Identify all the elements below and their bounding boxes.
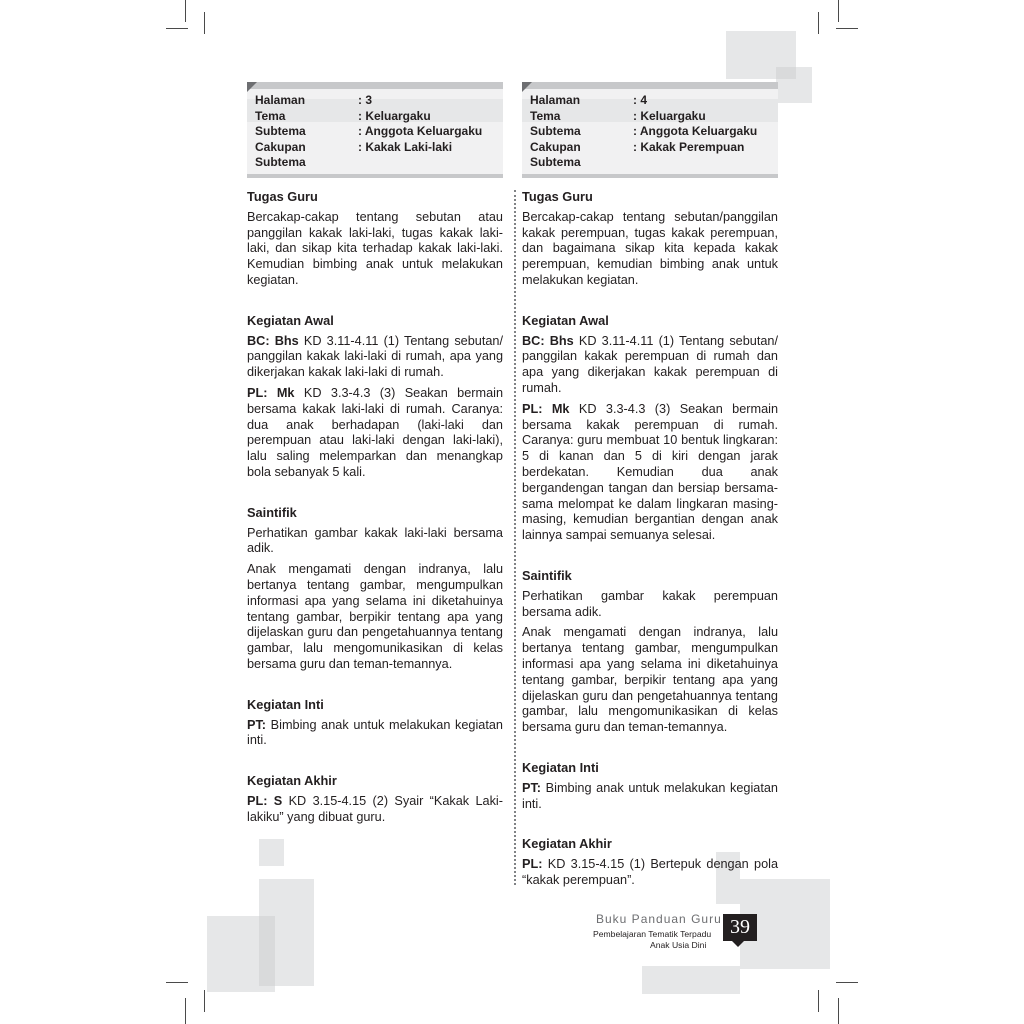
- paragraph-label: PT:: [247, 717, 267, 732]
- info-row-cakupan-subtema: [530, 140, 774, 171]
- info-box-bottom-bar: [522, 174, 778, 178]
- kegiatan-akhir-paragraph: [522, 857, 778, 889]
- decorative-square: [642, 966, 740, 994]
- paragraph-label: BC: Bhs: [247, 333, 299, 348]
- page-number-pointer: [732, 941, 744, 947]
- paragraph-label: PL: Mk: [247, 385, 295, 400]
- info-key: Halaman: [255, 93, 306, 107]
- corner-triangle: [522, 82, 532, 92]
- crop-mark: [818, 12, 819, 34]
- footer-subtitle: Pembelajaran Tematik Terpadu: [593, 929, 712, 939]
- section-heading-kegiatan-awal: Kegiatan Awal: [247, 312, 334, 328]
- paragraph-label: BC: Bhs: [522, 333, 574, 348]
- kegiatan-awal-paragraph: [522, 402, 778, 544]
- info-row-tema: [255, 109, 499, 125]
- info-key: Tema: [255, 108, 286, 123]
- decorative-square: [259, 839, 284, 866]
- paragraph-text: KD 3.15-4.15 (1) Bertepuk dengan pola “kakak perempuan”.: [522, 857, 778, 887]
- section-heading-tugas-guru: Tugas Guru: [522, 189, 593, 204]
- info-key: Cakupan Subtema: [255, 139, 306, 169]
- info-value: : 3: [358, 93, 373, 107]
- section-heading-saintifik: Saintifik: [522, 567, 572, 583]
- page-number: 39: [723, 914, 757, 941]
- info-row-tema: [530, 109, 774, 125]
- info-key: Tema: [530, 108, 561, 123]
- left-column: [247, 82, 503, 831]
- footer-subtitle: Anak Usia Dini: [650, 940, 707, 950]
- info-box-top-bar: [247, 82, 503, 89]
- right-column: [522, 82, 778, 894]
- crop-mark: [838, 0, 839, 22]
- crop-mark: [166, 982, 188, 983]
- info-row-halaman: [255, 93, 499, 109]
- decorative-square: [776, 67, 796, 79]
- kegiatan-awal-paragraph: [247, 386, 503, 481]
- section-heading-kegiatan-inti: Kegiatan Inti: [522, 759, 599, 775]
- footer-book-title: Buku Panduan Guru: [596, 912, 722, 926]
- crop-mark: [818, 990, 819, 1012]
- paragraph-text: Bimbing anak untuk melakukan kegiatan inti.: [247, 717, 503, 748]
- saintifik-paragraph: Perhatikan gambar kakak laki-laki bersama adik.: [247, 525, 503, 556]
- info-row-subtema: [530, 124, 774, 140]
- crop-mark: [836, 982, 858, 983]
- info-box-top-bar: [522, 82, 778, 89]
- info-value: : 4: [633, 93, 648, 107]
- section-heading-tugas-guru: Tugas Guru: [247, 189, 318, 204]
- tugas-guru-text: Bercakap-cakap tentang sebutan atau panggilan kakak laki-laki, tugas kakak laki-laki, dan sikap kita terhadap kakak laki-laki. Kemudian bimbing anak untuk melakukan kegiatan.: [247, 209, 503, 287]
- info-value: : Keluargaku: [633, 108, 706, 123]
- decorative-square: [259, 916, 275, 986]
- info-value: : Anggota Keluargaku: [358, 124, 483, 138]
- info-row-halaman: [530, 93, 774, 109]
- saintifik-paragraph: Perhatikan gambar kakak perempuan bersama adik.: [522, 588, 778, 619]
- info-box: [247, 82, 503, 178]
- kegiatan-awal-paragraph: [522, 334, 778, 397]
- paragraph-label: PL:: [522, 857, 543, 872]
- kegiatan-inti-paragraph: [247, 718, 503, 750]
- kegiatan-awal-paragraph: [247, 334, 503, 381]
- paragraph-label: PT:: [522, 780, 542, 795]
- paragraph-text: KD 3.3-4.3 (3) Seakan bermain bersama kakak perempuan di rumah. Caranya: guru membuat 10 bentuk lingkaran: 5 di kanan dan 5 di kiri dengan jarak berdekatan. Kemudian dua anak bergandengan tangan dan bersiap bersama-sama melompat ke dalam lingkaran masing-masing, kemudian bergantian dengan anak lainnya sampai semuanya selesai.: [522, 401, 778, 543]
- column-divider: [514, 190, 516, 885]
- info-value: : Keluargaku: [358, 108, 431, 123]
- section-heading-saintifik: Saintifik: [247, 504, 297, 520]
- crop-mark: [185, 998, 186, 1024]
- kegiatan-akhir-paragraph: [247, 794, 503, 826]
- paragraph-text: Bimbing anak untuk melakukan kegiatan inti.: [522, 780, 778, 811]
- info-key: Subtema: [255, 124, 306, 138]
- crop-mark: [836, 28, 858, 29]
- info-key: Cakupan Subtema: [530, 139, 581, 169]
- section-heading-kegiatan-inti: Kegiatan Inti: [247, 696, 324, 712]
- saintifik-paragraph: Anak mengamati dengan indranya, lalu bertanya tentang gambar, mengumpulkan informasi apa yang selama ini diketahuinya tentang gambar, berpikir tentang apa yang dijelaskan guru dan pengetahuannya tentang gambar, lalu mengomunikasikan di kelas bersama guru dan teman-temannya.: [247, 562, 503, 671]
- paragraph-text: KD 3.3-4.3 (3) Seakan bermain bersama kakak laki-laki di rumah. Caranya: dua anak berhadapan (laki-laki dan perempuan atau laki-laki dengan laki-laki), lalu saling melemparkan dan menangkap bola sebanyak 5 kali.: [247, 385, 503, 479]
- info-value: : Anggota Keluargaku: [633, 124, 758, 138]
- paragraph-text: KD 3.11-4.11 (1) Tentang sebutan/ panggilan kakak perempuan di rumah dan apa yang dikerjakan kakak perempuan di rumah.: [522, 333, 779, 395]
- info-row-subtema: [255, 124, 499, 140]
- paragraph-text: KD 3.15-4.15 (2) Syair “Kakak Laki-lakiku” yang dibuat guru.: [247, 793, 503, 824]
- info-key: Halaman: [530, 93, 581, 107]
- paragraph-label: PL: S: [247, 793, 283, 808]
- crop-mark: [838, 998, 839, 1024]
- saintifik-paragraph: Anak mengamati dengan indranya, lalu bertanya tentang gambar, mengumpulkan informasi apa yang selama ini diketahuinya tentang gambar, berpikir tentang apa yang dijelaskan guru dan pengetahuannya tentang gambar, lalu mengomunikasikan di kelas bersama guru dan teman-temannya.: [522, 625, 778, 735]
- crop-mark: [185, 0, 186, 22]
- info-value: : Kakak Laki-laki: [358, 139, 453, 154]
- info-key: Subtema: [530, 124, 581, 138]
- info-box-bottom-bar: [247, 174, 503, 178]
- tugas-guru-text: Bercakap-cakap tentang sebutan/panggilan kakak perempuan, tugas kakak perempuan, dan bagaimana sikap kita kepada kakak perempuan, kemudian bimbing anak untuk melakukan kegiatan.: [522, 209, 778, 287]
- section-heading-kegiatan-akhir: Kegiatan Akhir: [522, 836, 612, 852]
- crop-mark: [204, 12, 205, 34]
- paragraph-label: PL: Mk: [522, 401, 570, 416]
- info-value: : Kakak Perempuan: [633, 139, 745, 154]
- paragraph-text: KD 3.11-4.11 (1) Tentang sebutan/ panggilan kakak laki-laki di rumah, apa yang dikerjakan kakak laki-laki di rumah.: [247, 333, 504, 380]
- info-row-cakupan-subtema: [255, 140, 499, 171]
- crop-mark: [204, 990, 205, 1012]
- section-heading-kegiatan-awal: Kegiatan Awal: [522, 312, 609, 328]
- section-heading-kegiatan-akhir: Kegiatan Akhir: [247, 773, 337, 789]
- corner-triangle: [247, 82, 257, 92]
- kegiatan-inti-paragraph: [522, 781, 778, 813]
- info-box: [522, 82, 778, 178]
- crop-mark: [166, 28, 188, 29]
